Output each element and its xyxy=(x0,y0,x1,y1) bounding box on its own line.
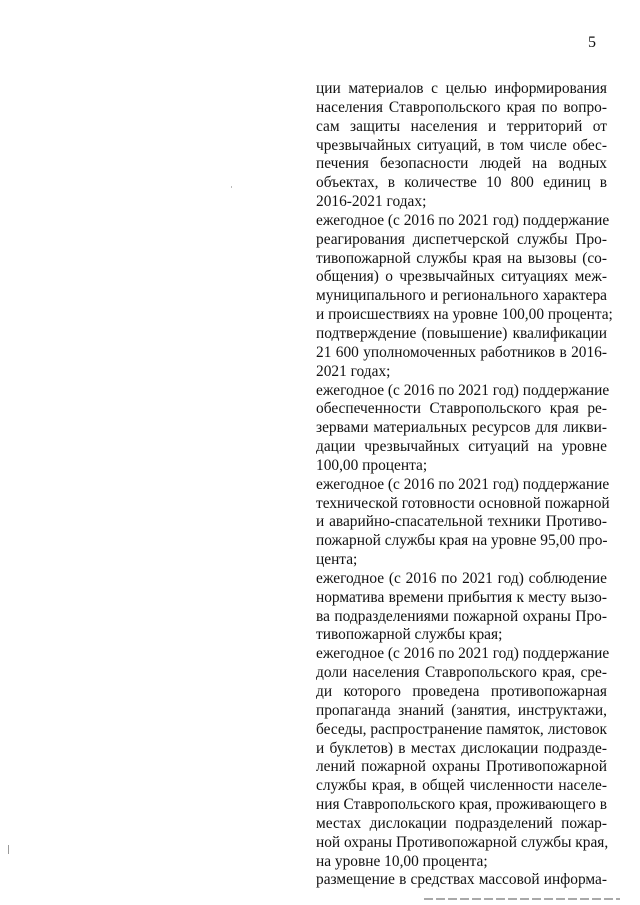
text-line: и аварийно-спасательной техники Противо- xyxy=(316,513,607,531)
text-line: размещение в средствах массовой информа- xyxy=(316,871,607,889)
text-line: зервами материальных ресурсов для ликви- xyxy=(316,419,607,437)
text-line: доли населения Ставропольского края, сре- xyxy=(316,664,607,682)
text-line: сам защиты населения и территорий от xyxy=(316,117,607,135)
page-number: 5 xyxy=(588,34,596,51)
text-line: и происшествиях на уровне 100,00 процента; xyxy=(316,306,613,324)
text-line: тивопожарной службы края на вызовы (со- xyxy=(316,249,607,267)
text-line: ежегодное (с 2016 по 2021 год) поддержание xyxy=(316,645,610,663)
text-line: объектах, в количестве 10 800 единиц в xyxy=(316,174,607,192)
text-line: ции материалов с целью информирования xyxy=(316,80,607,97)
text-line: беседы, распространение памяток, листовок xyxy=(316,720,607,738)
text-line: ва подразделениями пожарной охраны Про- xyxy=(316,607,607,625)
text-line: на уровне 10,00 процента; xyxy=(316,852,488,870)
text-line: 21 600 уполномоченных работников в 2016- xyxy=(316,343,607,361)
text-line: печения безопасности людей на водных xyxy=(316,155,607,173)
scan-artifact-dot xyxy=(231,186,232,188)
text-line: муниципального и регионального характера xyxy=(316,287,607,305)
text-line: ди которого проведена противопожарная xyxy=(316,683,607,700)
text-line: цента; xyxy=(316,551,358,569)
text-line: пожарной службы края на уровне 95,00 про- xyxy=(316,532,608,550)
text-line: пропаганда знаний (занятия, инструктажи, xyxy=(316,701,607,719)
text-line: лений пожарной охраны Противопожарной xyxy=(316,758,607,776)
text-line: обеспеченности Ставропольского края ре- xyxy=(316,400,607,418)
document-text-column xyxy=(316,80,613,890)
text-line: 100,00 процента; xyxy=(316,456,428,474)
text-line: ежегодное (с 2016 по 2021 год) поддержание xyxy=(316,211,610,229)
text-line: ной охраны Противопожарной службы края, xyxy=(316,833,609,851)
text-line: службы края, в общей численности населе- xyxy=(316,777,607,795)
text-line: норматива времени прибытия к месту вызо- xyxy=(316,588,607,606)
text-line: технической готовности основной пожарной xyxy=(316,494,610,512)
scan-bottom-edge xyxy=(424,898,620,900)
text-line: населения Ставропольского края по вопро- xyxy=(316,98,607,116)
text-line: 2016-2021 годах; xyxy=(316,193,427,211)
text-line: дации чрезвычайных ситуаций на уровне xyxy=(316,438,607,456)
text-line: подтверждение (повышение) квалификации xyxy=(316,324,607,342)
text-line: чрезвычайных ситуаций, в том числе обес- xyxy=(316,136,607,154)
text-line: реагирования диспетчерской службы Про- xyxy=(316,230,607,248)
text-line: ежегодное (с 2016 по 2021 год) поддержание xyxy=(316,381,610,399)
text-line: ния Ставропольского края, проживающего в xyxy=(316,796,607,814)
text-line: тивопожарной службы края; xyxy=(316,626,503,644)
text-line: общения) о чрезвычайных ситуациях меж- xyxy=(316,268,607,286)
text-line: ежегодное (с 2016 по 2021 год) поддержание xyxy=(316,475,610,493)
text-line: ежегодное (с 2016 по 2021 год) соблюдение xyxy=(316,569,607,587)
text-line: и буклетов) в местах дислокации подразде- xyxy=(316,739,607,757)
text-line: местах дислокации подразделений пожар- xyxy=(316,814,607,832)
scan-artifact-mark xyxy=(8,845,9,854)
text-line: 2021 годах; xyxy=(316,362,391,380)
